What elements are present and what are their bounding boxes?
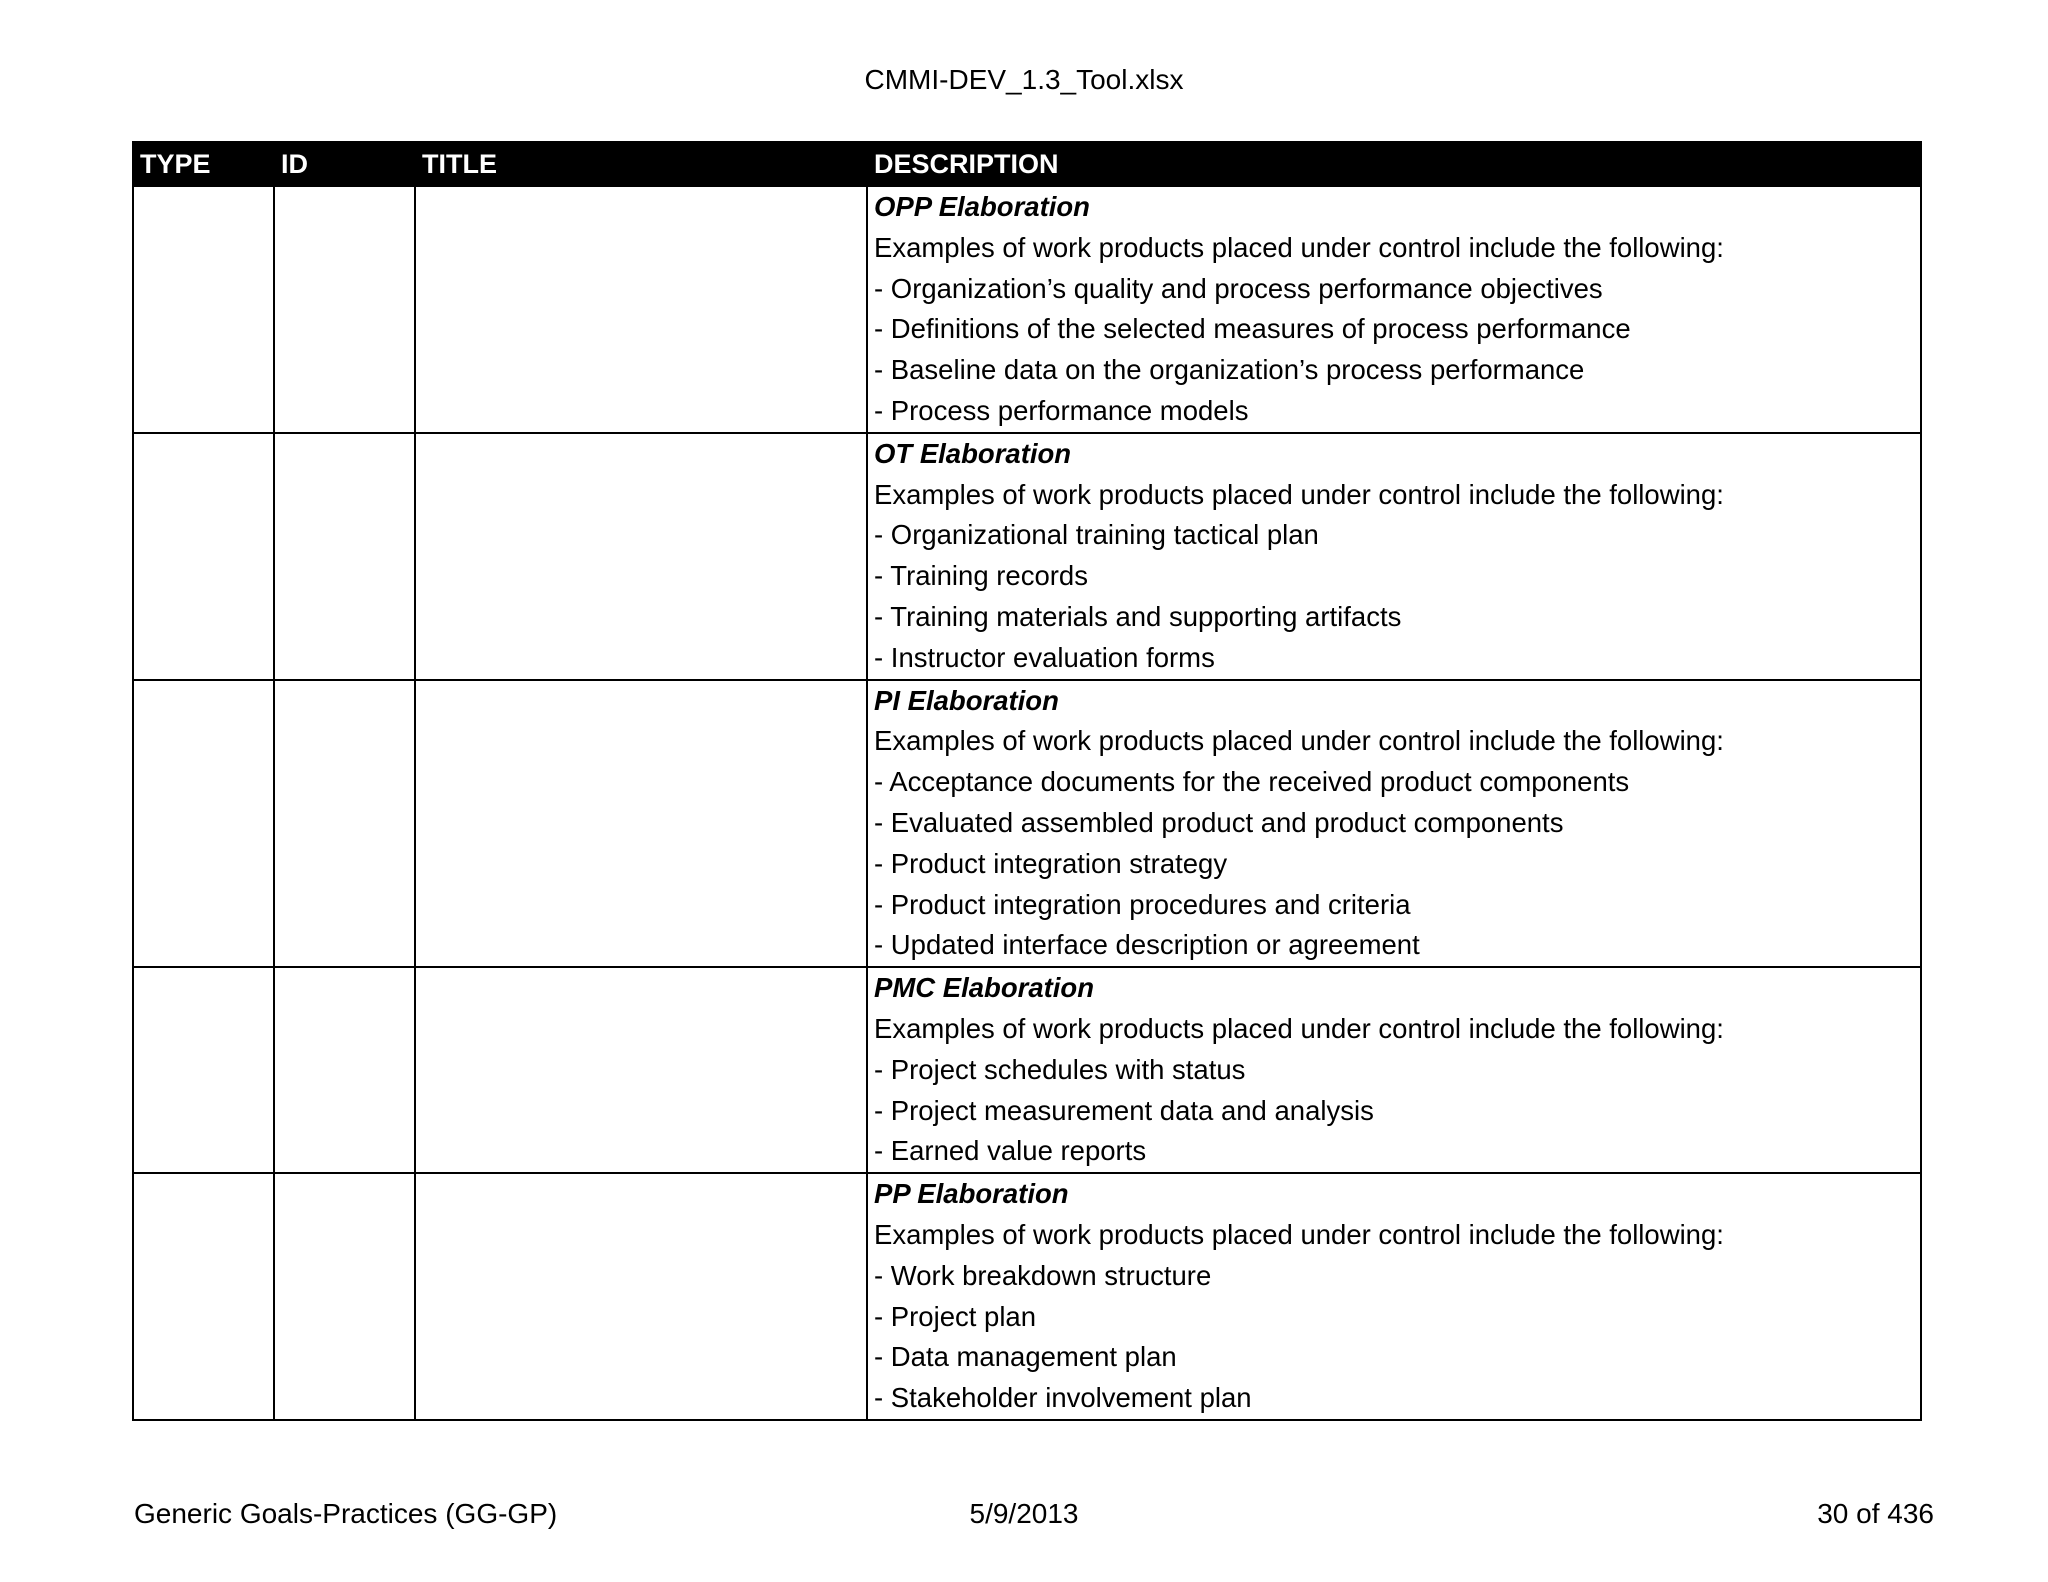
table-row bbox=[133, 433, 1921, 680]
description-intro: Examples of work products placed under control include the following: bbox=[874, 231, 1724, 263]
footer-date: 5/9/2013 bbox=[969, 1498, 1079, 1529]
description-list-item: - Project schedules with status bbox=[874, 1053, 1246, 1085]
column-header-type: TYPE bbox=[133, 142, 274, 186]
description-list-item: - Work breakdown structure bbox=[874, 1259, 1212, 1291]
cell-title bbox=[415, 433, 867, 680]
cell-id bbox=[274, 967, 415, 1173]
description-intro: Examples of work products placed under control include the following: bbox=[874, 1012, 1724, 1044]
description-list-item: - Stakeholder involvement plan bbox=[874, 1382, 1252, 1414]
spreadsheet-table bbox=[132, 141, 1922, 1421]
description-list-item: - Instructor evaluation forms bbox=[874, 641, 1215, 673]
description-list-item: - Process performance models bbox=[874, 394, 1249, 426]
description-intro: Examples of work products placed under control include the following: bbox=[874, 478, 1724, 510]
cell-description bbox=[867, 186, 1921, 433]
cell-description bbox=[867, 967, 1921, 1173]
description-intro: Examples of work products placed under control include the following: bbox=[874, 1218, 1724, 1250]
cell-type bbox=[133, 1173, 274, 1420]
description-list-item: - Project measurement data and analysis bbox=[874, 1094, 1374, 1126]
description-list-item: - Organizational training tactical plan bbox=[874, 519, 1319, 551]
cell-id bbox=[274, 433, 415, 680]
description-list-item: - Definitions of the selected measures of process performance bbox=[874, 313, 1631, 345]
description-list-item: - Baseline data on the organization’s process performance bbox=[874, 354, 1585, 386]
cell-title bbox=[415, 186, 867, 433]
column-header-description: DESCRIPTION bbox=[867, 142, 1921, 186]
cell-type bbox=[133, 680, 274, 968]
description-list-item: - Project plan bbox=[874, 1300, 1037, 1332]
cell-description bbox=[867, 680, 1921, 968]
cell-id bbox=[274, 1173, 415, 1420]
header-row bbox=[133, 142, 1921, 186]
cell-title bbox=[415, 680, 867, 968]
footer-section-name: Generic Goals-Practices (GG-GP) bbox=[134, 1498, 558, 1529]
cell-title bbox=[415, 967, 867, 1173]
description-heading: OT Elaboration bbox=[874, 437, 1072, 469]
table-row bbox=[133, 680, 1921, 968]
column-header-title: TITLE bbox=[415, 142, 867, 186]
table-header bbox=[133, 142, 1921, 186]
description-list-item: - Updated interface description or agreement bbox=[874, 929, 1420, 961]
description-list-item: - Earned value reports bbox=[874, 1135, 1147, 1167]
cell-description bbox=[867, 1173, 1921, 1420]
description-list-item: - Training records bbox=[874, 560, 1088, 592]
cell-title bbox=[415, 1173, 867, 1420]
description-intro: Examples of work products placed under control include the following: bbox=[874, 725, 1724, 757]
description-list-item: - Training materials and supporting artifacts bbox=[874, 600, 1402, 632]
cell-description bbox=[867, 433, 1921, 680]
table-row bbox=[133, 186, 1921, 433]
column-header-id: ID bbox=[274, 142, 415, 186]
description-list-item: - Product integration strategy bbox=[874, 847, 1228, 879]
description-heading: PP Elaboration bbox=[874, 1178, 1069, 1210]
table-body bbox=[133, 186, 1921, 1420]
cell-id bbox=[274, 680, 415, 968]
description-list-item: - Acceptance documents for the received product components bbox=[874, 766, 1630, 798]
description-list-item: - Organization’s quality and process performance objectives bbox=[874, 272, 1603, 304]
description-list-item: - Product integration procedures and criteria bbox=[874, 888, 1411, 920]
table-row bbox=[133, 967, 1921, 1173]
description-list-item: - Data management plan bbox=[874, 1341, 1177, 1373]
cell-type bbox=[133, 186, 274, 433]
page-header-filename: CMMI-DEV_1.3_Tool.xlsx bbox=[864, 64, 1184, 95]
footer-page-number: 30 of 436 bbox=[1817, 1498, 1934, 1529]
description-heading: PI Elaboration bbox=[874, 684, 1059, 716]
description-heading: OPP Elaboration bbox=[874, 191, 1090, 222]
cell-id bbox=[274, 186, 415, 433]
cell-type bbox=[133, 433, 274, 680]
description-list-item: - Evaluated assembled product and product components bbox=[874, 806, 1564, 838]
cell-type bbox=[133, 967, 274, 1173]
description-heading: PMC Elaboration bbox=[874, 972, 1095, 1004]
table-row bbox=[133, 1173, 1921, 1420]
